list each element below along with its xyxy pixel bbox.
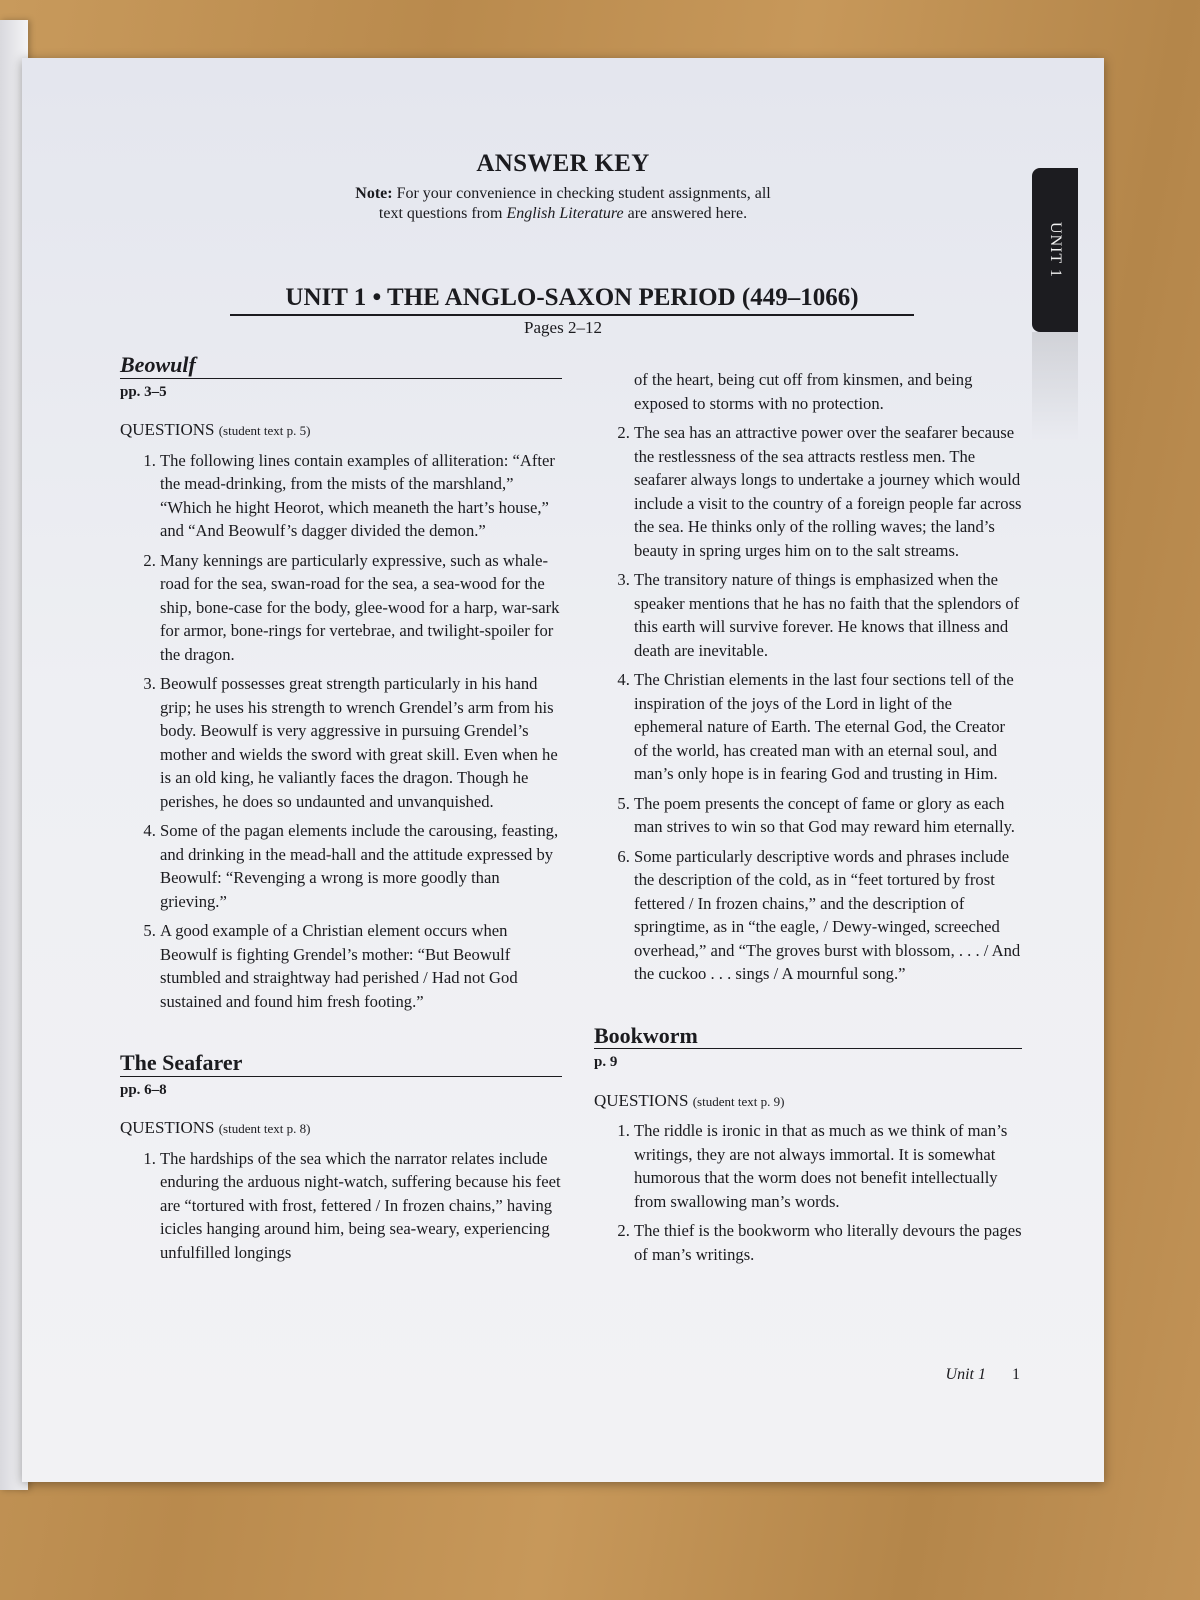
unit-pages: Pages 2–12 (524, 318, 602, 337)
note-book-title: English Literature (506, 205, 624, 222)
right-column (594, 368, 1022, 1272)
unit-tab-label: UNIT 1 (1047, 222, 1065, 278)
tab-shadow (1032, 332, 1078, 442)
questions-ref: (student text p. 9) (692, 1093, 785, 1109)
answer-key-page (22, 58, 1104, 1482)
section-title-beowulf: Beowulf (120, 353, 562, 379)
unit-heading: UNIT 1 • THE ANGLO-SAXON PERIOD (449–1066) (230, 284, 914, 316)
seafarer-answers-start (120, 1147, 562, 1265)
answer-item: 1. The hardships of the sea which the narrator relates include enduring the arduous night-watch, suffering because his feet are “tortured with frost, fettered / In frozen chains,” having icicles hanging around him, being sea-weary, experiencing unfulfilled longings (160, 1147, 562, 1265)
questions-heading-beowulf (120, 418, 562, 443)
questions-heading-seafarer (120, 1116, 562, 1141)
section-title-bookworm: Bookworm (594, 1024, 1022, 1050)
note-line-1: For your convenience in checking student assignments, all (396, 185, 771, 202)
section-pages-beowulf: pp. 3–5 (120, 383, 167, 400)
answer-item: 4. Some of the pagan elements include the carousing, feasting, and drinking in the mead-hall and the attitude expressed by Beowulf: “Revenging a wrong is more goodly than grieving.” (160, 819, 562, 913)
questions-label: QUESTIONS (120, 1118, 215, 1137)
footer-unit: Unit 1 (945, 1366, 986, 1383)
questions-heading-bookworm (594, 1089, 1022, 1114)
questions-label: QUESTIONS (120, 420, 215, 439)
seafarer-answers-rest (594, 421, 1022, 986)
questions-label: QUESTIONS (594, 1090, 689, 1110)
answer-item: 4. The Christian elements in the last four sections tell of the inspiration of the joys of the Lord in light of the ephemeral nature of Earth. The eternal God, the Creator of the world, has created man with an eternal soul, and man’s only hope is in fearing God and trusting in Him. (634, 668, 1022, 786)
answer-continuation: of the heart, being cut off from kinsmen, and being exposed to storms with no protection. (634, 370, 973, 413)
questions-ref: (student text p. 5) (218, 423, 311, 438)
note-line-2-post: are answered here. (627, 205, 748, 222)
answer-item: 5. The poem presents the concept of fame or glory as each man strives to win so that God may reward him eternally. (634, 792, 1022, 839)
answer-item: 3. Beowulf possesses great strength particularly in his hand grip; he uses his strength to wrench Grendel’s arm from his body. Beowulf is very aggressive in pursuing Grendel’s mother and wields the sword with great skill. Even when he is an old king, he valiantly faces the dragon. Though he perishes, he does so undaunted and unvanquished. (160, 672, 562, 813)
note (22, 184, 1104, 224)
answer-item: 2. The thief is the bookworm who literally devours the pages of man’s writings. (634, 1219, 1022, 1266)
note-line-2-pre: text questions from (378, 205, 503, 222)
answer-item: 2. The sea has an attractive power over the seafarer because the restlessness of the sea attracts restless men. The seafarer always longs to undertake a journey which would include a visit to the country of a foreign people far across the sea. He thinks only of the rolling waves; the land’s beauty in spring urges him on to the salt streams. (634, 421, 1022, 562)
answer-item: 3. The transitory nature of things is emphasized when the speaker mentions that he has no faith that the splendors of this earth will survive forever. He knows that illness and death are inevitable. (634, 568, 1022, 662)
answer-item: 6. Some particularly descriptive words and phrases include the description of the cold, as in “feet tortured by frost fettered / In frozen chains,” and the description of springtime, as in “the eagle, / Dewy-winged, screeched overhead,” and “The groves burst with blossom, . . . / And the cuckoo . . . sings / A mournful song.” (634, 845, 1022, 986)
left-column (120, 353, 562, 1270)
section-pages-seafarer: pp. 6–8 (120, 1081, 167, 1098)
answer-item: 5. A good example of a Christian element occurs when Beowulf is fighting Grendel’s mother: “But Beowulf stumbled and straightway had perished / Had not God sustained and found him fresh footing.” (160, 919, 562, 1013)
answer-item: 2. Many kennings are particularly expressive, such as whale-road for the sea, swan-road for the sea, a sea-wood for the ship, bone-case for the body, glee-wood for a harp, war-sark for armor, bone-rings for vertebrae, and twilight-spoiler for the dragon. (160, 549, 562, 667)
answer-item: 1. The riddle is ironic in that as much as we think of man’s writings, they are not always immortal. It is somewhat humorous that the worm does not benefit intellectually from swallowing man’s words. (634, 1119, 1022, 1213)
page-number: 1 (1012, 1366, 1020, 1383)
note-label: Note: (355, 185, 393, 202)
section-title-seafarer: The Seafarer (120, 1051, 562, 1077)
page-title: ANSWER KEY (476, 150, 650, 177)
answer-item: 1. The following lines contain examples of alliteration: “After the mead-drinking, from the mists of the marshland,” “Which he hight Heorot, which meaneth the hart’s house,” and “And Beowulf’s dagger divided the demon.” (160, 449, 562, 543)
questions-ref: (student text p. 8) (218, 1121, 311, 1136)
bookworm-answers (594, 1119, 1022, 1266)
beowulf-answers (120, 449, 562, 1014)
section-pages-bookworm: p. 9 (594, 1054, 618, 1070)
